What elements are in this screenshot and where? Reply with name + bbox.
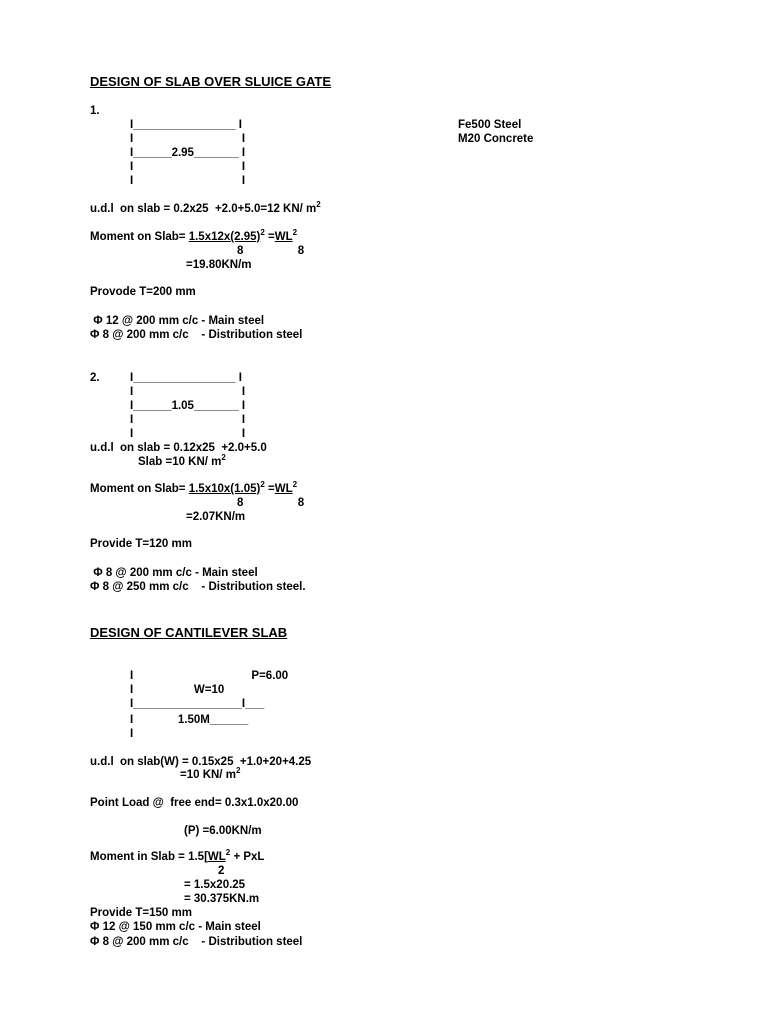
moment-calc: = 30.375KN.m [184,893,260,905]
udl-result: =10 KN/ $m^2$ [180,766,241,781]
main-steel: Φ 12 @ 200 mm c/c - Main steel [90,315,265,327]
provide-thickness: Provide T=120 mm [90,538,192,550]
moment-line: Moment in Slab = $1.5[WL^2$ + PxL [90,848,265,863]
moment-result: =2.07KN/m [186,511,246,523]
diagram-line: I______2.95_______ I [130,147,246,159]
material-concrete: M20 Concrete [458,133,534,145]
diagram-line: I_________________I___ [130,698,265,710]
distribution-steel: Φ 8 @ 200 mm c/c - Distribution steel [90,329,303,341]
distribution-steel: Φ 8 @ 250 mm c/c - Distribution steel. [90,581,306,593]
udl-line: u.d.l on slab(W) = 0.15x25 +1.0+20+4.25 [90,756,312,768]
diagram-line: I I [130,386,246,398]
moment-line: Moment on Slab= $1.5x12x(2.95)^2 =WL^2$ [90,228,298,243]
diagram-line: I I [130,161,246,173]
diagram-line: I 1.50M______ [130,714,249,726]
diagram-line: I I [130,133,246,145]
page-title: DESIGN OF SLAB OVER SLUICE GATE [90,74,332,89]
moment-result: =19.80KN/m [186,259,252,271]
moment-denominator: 2 [218,865,225,877]
diagram-line: I W=10 [130,684,225,696]
diagram-line: I______1.05_______ I [130,400,246,412]
material-steel: Fe500 Steel [458,119,522,131]
moment-denominators: 8 8 [237,245,305,257]
distribution-steel: Φ 8 @ 200 mm c/c - Distribution steel [90,936,303,948]
moment-calc: = 1.5x20.25 [184,879,246,891]
main-steel: Φ 8 @ 200 mm c/c - Main steel [90,567,258,579]
main-steel: Φ 12 @ 150 mm c/c - Main steel [90,921,261,933]
diagram-line: I________________ I [130,119,242,131]
provide-thickness: Provide T=150 mm [90,907,192,919]
diagram-line: I P=6.00 [130,670,289,682]
point-load: Point Load @ free end= 0.3x1.0x20.00 [90,797,299,809]
item-number: 2. [90,372,100,384]
moment-line: Moment on Slab= $1.5x10x(1.05)^2 =WL^2$ [90,480,298,495]
diagram-line: I I [130,428,246,440]
diagram-line: I [130,728,134,740]
item-number: 1. [90,105,100,117]
slab-load: Slab =10 KN/ $m^2$ [138,453,226,468]
udl-line: u.d.l on slab = 0.2x25 +2.0+5.0=12 KN/ $m^2$ [90,200,321,215]
point-load-value: (P) =6.00KN/m [184,825,262,837]
diagram-line: I________________ I [130,372,242,384]
provide-thickness: Provode T=200 mm [90,286,196,298]
udl-line: u.d.l on slab = 0.12x25 +2.0+5.0 [90,442,267,454]
moment-denominators: 8 8 [237,497,305,509]
diagram-line: I I [130,414,246,426]
diagram-line: I I [130,175,246,187]
section-title: DESIGN OF CANTILEVER SLAB [90,625,288,640]
